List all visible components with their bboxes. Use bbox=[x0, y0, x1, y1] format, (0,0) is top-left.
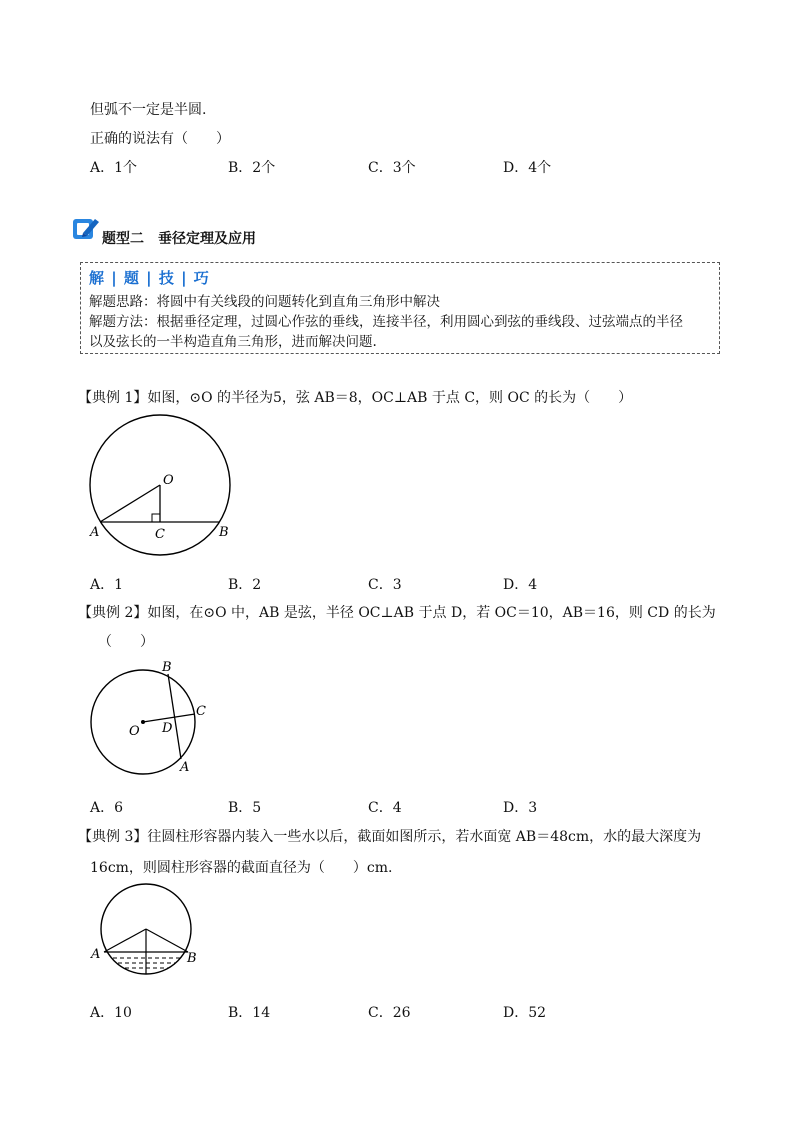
option-a[interactable]: A．1个 bbox=[90, 160, 138, 176]
option-d[interactable]: D．52 bbox=[503, 1005, 547, 1021]
tips-line-3: 以及弦长的一半构造直角三角形，进而解决问题. bbox=[89, 334, 377, 350]
option-b[interactable]: B．14 bbox=[228, 1005, 271, 1021]
example-3-text-2: 16cm，则圆柱形容器的截面直径为（ ）cm. bbox=[90, 860, 393, 876]
radius-oa bbox=[104, 929, 146, 952]
example-2-text-2: （ ） bbox=[98, 634, 154, 650]
option-b[interactable]: B．5 bbox=[228, 800, 262, 816]
example-2-figure bbox=[85, 657, 225, 777]
option-b[interactable]: B．2个 bbox=[228, 160, 276, 176]
tips-box bbox=[80, 262, 720, 354]
option-c[interactable]: C．4 bbox=[368, 800, 402, 816]
radius-ob bbox=[146, 929, 188, 952]
label-b: B bbox=[187, 951, 197, 966]
tips-header: 解 | 题 | 技 | 巧 bbox=[89, 269, 210, 287]
example-1-figure bbox=[85, 410, 245, 560]
label-c: C bbox=[196, 704, 206, 719]
prev-question-line2: 正确的说法有（ ） bbox=[90, 131, 230, 147]
label-o: O bbox=[163, 473, 174, 488]
label-d: D bbox=[162, 721, 173, 736]
option-d[interactable]: D．3 bbox=[503, 800, 538, 816]
label-c: C bbox=[155, 527, 165, 542]
edit-note-icon bbox=[71, 215, 101, 241]
right-angle-mark bbox=[152, 514, 160, 522]
label-b: B bbox=[219, 525, 229, 540]
prev-question-line1: 但弧不一定是半圆. bbox=[90, 102, 207, 118]
example-1-text: 【典例 1】如图，⊙O 的半径为5，弦 AB＝8，OC⊥AB 于点 C，则 OC 的长为（ ） bbox=[78, 390, 633, 406]
option-d[interactable]: D．4个 bbox=[503, 160, 552, 176]
option-d[interactable]: D．4 bbox=[503, 577, 538, 593]
option-a[interactable]: A．1 bbox=[90, 577, 124, 593]
example-2-text-1: 【典例 2】如图，在⊙O 中，AB 是弦，半径 OC⊥AB 于点 D，若 OC＝10，AB＝16，则 CD 的长为 bbox=[78, 605, 716, 621]
label-o: O bbox=[129, 724, 140, 739]
example-3-text-1: 【典例 3】往圆柱形容器内装入一些水以后，截面如图所示，若水面宽 AB＝48cm，水的最大深度为 bbox=[78, 829, 702, 845]
example-3-figure bbox=[85, 882, 210, 977]
option-c[interactable]: C．3个 bbox=[368, 160, 416, 176]
label-b: B bbox=[162, 660, 172, 675]
option-c[interactable]: C．3 bbox=[368, 577, 402, 593]
segment-oa bbox=[100, 485, 160, 522]
center-point bbox=[141, 720, 145, 724]
label-a: A bbox=[180, 760, 190, 775]
option-c[interactable]: C．26 bbox=[368, 1005, 411, 1021]
option-a[interactable]: A．6 bbox=[90, 800, 124, 816]
label-a: A bbox=[91, 947, 101, 962]
option-b[interactable]: B．2 bbox=[228, 577, 262, 593]
tips-line-2: 解题方法：根据垂径定理，过圆心作弦的垂线，连接半径，利用圆心到弦的垂线段、过弦端点的半径 bbox=[89, 314, 683, 330]
label-a: A bbox=[90, 525, 100, 540]
tips-line-1: 解题思路：将圆中有关线段的问题转化到直角三角形中解决 bbox=[89, 294, 440, 310]
section-title: 题型二 垂径定理及应用 bbox=[102, 231, 256, 247]
option-a[interactable]: A．10 bbox=[90, 1005, 132, 1021]
